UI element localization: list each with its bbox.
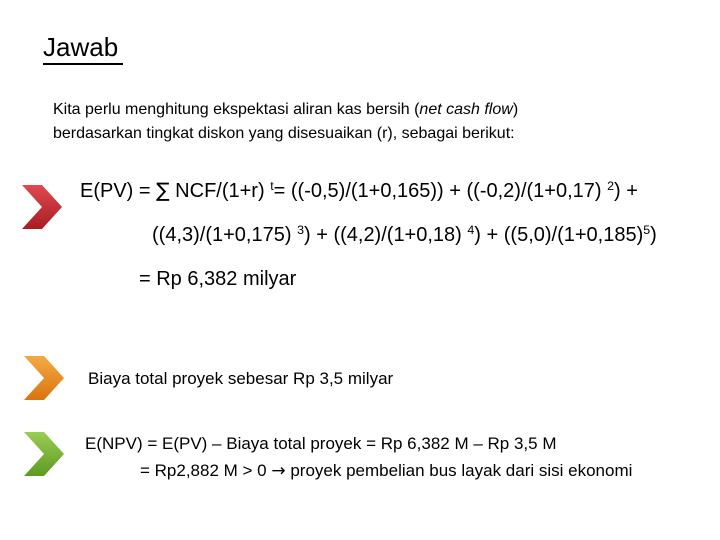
intro-line-2: berdasarkan tingkat diskon yang disesuaikan (r), sebagai berikut: xyxy=(53,125,515,142)
formula-text-b: NCF/(1+r) xyxy=(169,180,271,202)
exponent-4: 4 xyxy=(467,223,475,238)
chevron-right-icon xyxy=(22,430,66,478)
formula-text-c: = ((-0,5)/(1+0,165)) + ((-0,2)/(1+0,17) xyxy=(273,180,608,202)
total-cost-text: Biaya total proyek sebesar Rp 3,5 milyar xyxy=(88,369,394,388)
page-title: Jawab xyxy=(43,32,119,62)
intro-paragraph xyxy=(53,98,518,146)
npv-text-b: proyek pembelian bus layak dari sisi ekonomi xyxy=(285,461,633,480)
npv-text-a: = Rp2,882 M > 0 xyxy=(140,461,272,480)
chevron-right-icon xyxy=(20,183,64,231)
sigma-symbol: ∑ xyxy=(156,178,170,202)
npv-line-1: E(NPV) = E(PV) – Biaya total proyek = Rp 6,382 M – Rp 3,5 M xyxy=(85,434,557,453)
exponent-3: 3 xyxy=(297,223,304,238)
exponent-2: 2 xyxy=(607,179,615,194)
formula-line-1 xyxy=(80,178,638,203)
formula-text-d: ) + xyxy=(614,180,638,202)
arrow-right-icon: → xyxy=(271,461,286,481)
intro-text-1: Kita perlu menghitung ekspektasi aliran kas bersih ( xyxy=(53,101,420,118)
formula-text-a: E(PV) = xyxy=(80,180,157,202)
formula-result: = Rp 6,382 milyar xyxy=(139,268,297,290)
formula-text-f: ) + ((4,2)/(1+0,18) xyxy=(303,224,468,246)
npv-line-2 xyxy=(140,461,632,481)
intro-text-2: ) xyxy=(512,101,519,118)
formula-text-h: ) xyxy=(650,224,657,246)
formula-line-2 xyxy=(152,224,657,247)
intro-line-1 xyxy=(53,98,518,122)
formula-text-e: ((4,3)/(1+0,175) xyxy=(152,224,298,246)
title-underline xyxy=(43,63,123,65)
formula-text-g: ) + ((5,0)/(1+0,185) xyxy=(474,224,644,246)
intro-italic-term: net cash flow xyxy=(419,101,513,118)
exponent-5: 5 xyxy=(643,223,651,238)
exponent-t: t xyxy=(270,179,274,194)
chevron-right-icon xyxy=(22,354,66,402)
